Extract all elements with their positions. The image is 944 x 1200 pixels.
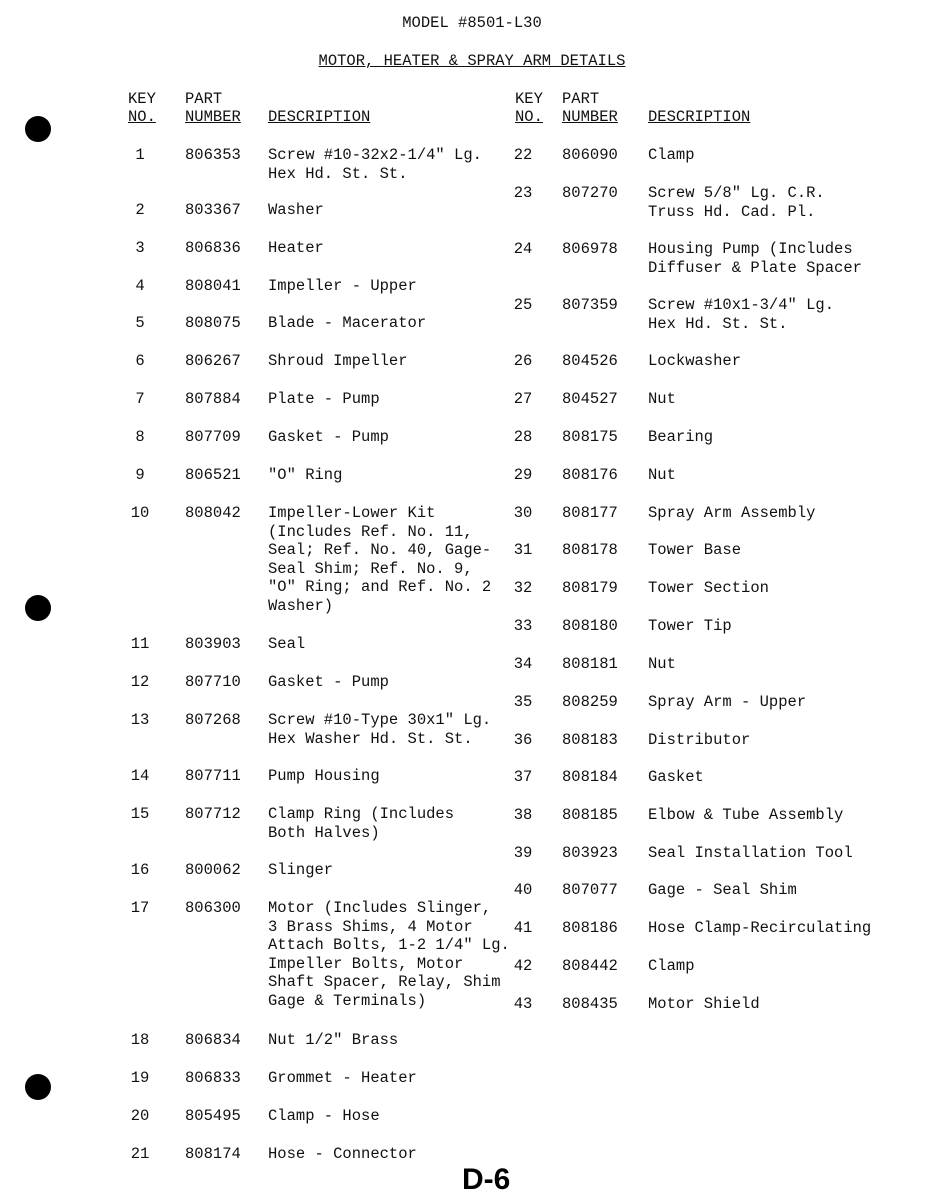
key-number: 33 (513, 617, 533, 635)
part-description: "O" Ring (268, 466, 343, 484)
part-description: Housing Pump (Includes Diffuser & Plate Spacer (648, 240, 862, 277)
part-description: Gasket - Pump (268, 673, 389, 691)
key-number: 21 (130, 1145, 150, 1163)
key-number: 5 (135, 314, 145, 332)
part-description: Nut 1/2" Brass (268, 1031, 399, 1049)
part-number: 808075 (185, 314, 241, 332)
right-description-header: DESCRIPTION (648, 108, 751, 126)
part-number: 806090 (562, 146, 618, 164)
key-number: 24 (513, 240, 533, 258)
key-number: 13 (130, 711, 150, 729)
part-number: 808175 (562, 428, 618, 446)
part-number: 807709 (185, 428, 241, 446)
part-number: 808186 (562, 919, 618, 937)
part-number: 804526 (562, 352, 618, 370)
part-number: 804527 (562, 390, 618, 408)
left-description-header: DESCRIPTION (268, 108, 371, 126)
binder-hole-top (25, 116, 51, 142)
key-number: 10 (130, 504, 150, 522)
key-number: 12 (130, 673, 150, 691)
part-description: Clamp Ring (Includes Both Halves) (268, 805, 455, 842)
part-number: 808185 (562, 806, 618, 824)
part-number: 808041 (185, 277, 241, 295)
part-description: Spray Arm Assembly (648, 504, 816, 522)
part-description: Hose - Connector (268, 1145, 417, 1163)
part-description: Tower Section (648, 579, 769, 597)
key-number: 4 (135, 277, 145, 295)
key-number: 29 (513, 466, 533, 484)
part-description: Tower Tip (648, 617, 732, 635)
part-description: Motor (Includes Slinger, 3 Brass Shims, 4 Motor Attach Bolts, 1-2 1/4" Lg. Impeller Bolts, Motor Shaft Spacer, Relay, Shim Gage & Terminals) (268, 899, 510, 1010)
part-number: 806300 (185, 899, 241, 917)
key-number: 20 (130, 1107, 150, 1125)
left-key-header: KEY NO. (128, 90, 156, 126)
part-description: Nut (648, 655, 676, 673)
key-number: 2 (135, 201, 145, 219)
key-number: 11 (130, 635, 150, 653)
key-number: 16 (130, 861, 150, 879)
part-number: 808177 (562, 504, 618, 522)
key-number: 18 (130, 1031, 150, 1049)
part-description: Screw #10x1-3/4" Lg. Hex Hd. St. St. (648, 296, 835, 333)
part-number: 807270 (562, 184, 618, 202)
key-number: 30 (513, 504, 533, 522)
part-description: Grommet - Heater (268, 1069, 417, 1087)
key-number: 14 (130, 767, 150, 785)
key-number: 26 (513, 352, 533, 370)
part-description: Screw 5/8" Lg. C.R. Truss Hd. Cad. Pl. (648, 184, 825, 221)
part-number: 807268 (185, 711, 241, 729)
part-description: Bearing (648, 428, 714, 446)
key-number: 43 (513, 995, 533, 1013)
right-part-header: PART NUMBER (562, 90, 618, 126)
key-number: 19 (130, 1069, 150, 1087)
part-number: 803903 (185, 635, 241, 653)
part-number: 806833 (185, 1069, 241, 1087)
part-description: Nut (648, 390, 676, 408)
part-description: Elbow & Tube Assembly (648, 806, 844, 824)
key-number: 7 (135, 390, 145, 408)
part-number: 807359 (562, 296, 618, 314)
key-number: 39 (513, 844, 533, 862)
key-number: 9 (135, 466, 145, 484)
part-number: 808435 (562, 995, 618, 1013)
part-number: 808181 (562, 655, 618, 673)
part-number: 808179 (562, 579, 618, 597)
key-number: 22 (513, 146, 533, 164)
part-number: 808442 (562, 957, 618, 975)
key-number: 27 (513, 390, 533, 408)
part-number: 807710 (185, 673, 241, 691)
part-number: 807884 (185, 390, 241, 408)
part-description: Impeller - Upper (268, 277, 417, 295)
binder-hole-bottom (25, 1074, 51, 1100)
part-description: Distributor (648, 731, 751, 749)
part-description: Spray Arm - Upper (648, 693, 807, 711)
part-number: 808184 (562, 768, 618, 786)
part-number: 806836 (185, 239, 241, 257)
part-number: 800062 (185, 861, 241, 879)
right-key-header: KEY NO. (515, 90, 543, 126)
key-number: 6 (135, 352, 145, 370)
page-number: D-6 (462, 1163, 511, 1196)
part-description: Motor Shield (648, 995, 760, 1013)
section-title: MOTOR, HEATER & SPRAY ARM DETAILS (318, 52, 626, 70)
part-description: Impeller-Lower Kit (Includes Ref. No. 11, Seal; Ref. No. 40, Gage- Seal Shim; Ref. No. 9, "O" Ring; and Ref. No. 2 Washer) (268, 504, 492, 615)
part-description: Screw #10-32x2-1/4" Lg. Hex Hd. St. St. (268, 146, 482, 183)
part-number: 806353 (185, 146, 241, 164)
model-title: MODEL #8501-L30 (402, 14, 542, 32)
part-number: 808183 (562, 731, 618, 749)
part-number: 806978 (562, 240, 618, 258)
key-number: 31 (513, 541, 533, 559)
part-description: Gasket (648, 768, 704, 786)
part-description: Clamp (648, 957, 695, 975)
part-description: Gage - Seal Shim (648, 881, 797, 899)
key-number: 40 (513, 881, 533, 899)
key-number: 3 (135, 239, 145, 257)
part-number: 808178 (562, 541, 618, 559)
part-number: 808042 (185, 504, 241, 522)
part-number: 803923 (562, 844, 618, 862)
part-number: 806834 (185, 1031, 241, 1049)
part-description: Heater (268, 239, 324, 257)
part-number: 808259 (562, 693, 618, 711)
part-description: Clamp (648, 146, 695, 164)
key-number: 28 (513, 428, 533, 446)
part-description: Washer (268, 201, 324, 219)
part-number: 807077 (562, 881, 618, 899)
key-number: 32 (513, 579, 533, 597)
key-number: 17 (130, 899, 150, 917)
key-number: 37 (513, 768, 533, 786)
part-description: Lockwasher (648, 352, 742, 370)
part-number: 807711 (185, 767, 241, 785)
part-description: Gasket - Pump (268, 428, 389, 446)
left-part-header: PART NUMBER (185, 90, 241, 126)
part-number: 808180 (562, 617, 618, 635)
part-number: 806267 (185, 352, 241, 370)
part-description: Screw #10-Type 30x1" Lg. Hex Washer Hd. St. St. (268, 711, 492, 748)
part-description: Clamp - Hose (268, 1107, 380, 1125)
key-number: 41 (513, 919, 533, 937)
part-description: Plate - Pump (268, 390, 380, 408)
part-description: Seal Installation Tool (648, 844, 853, 862)
binder-hole-middle (25, 595, 51, 621)
key-number: 34 (513, 655, 533, 673)
part-description: Blade - Macerator (268, 314, 427, 332)
key-number: 36 (513, 731, 533, 749)
part-number: 803367 (185, 201, 241, 219)
part-description: Shroud Impeller (268, 352, 408, 370)
part-description: Pump Housing (268, 767, 380, 785)
key-number: 15 (130, 805, 150, 823)
part-description: Nut (648, 466, 676, 484)
part-description: Seal (268, 635, 306, 653)
part-number: 808176 (562, 466, 618, 484)
key-number: 23 (513, 184, 533, 202)
part-number: 805495 (185, 1107, 241, 1125)
key-number: 42 (513, 957, 533, 975)
key-number: 35 (513, 693, 533, 711)
part-description: Tower Base (648, 541, 742, 559)
key-number: 8 (135, 428, 145, 446)
part-description: Slinger (268, 861, 334, 879)
key-number: 25 (513, 296, 533, 314)
part-number: 807712 (185, 805, 241, 823)
part-number: 808174 (185, 1145, 241, 1163)
key-number: 1 (135, 146, 145, 164)
key-number: 38 (513, 806, 533, 824)
part-description: Hose Clamp-Recirculating (648, 919, 872, 937)
part-number: 806521 (185, 466, 241, 484)
